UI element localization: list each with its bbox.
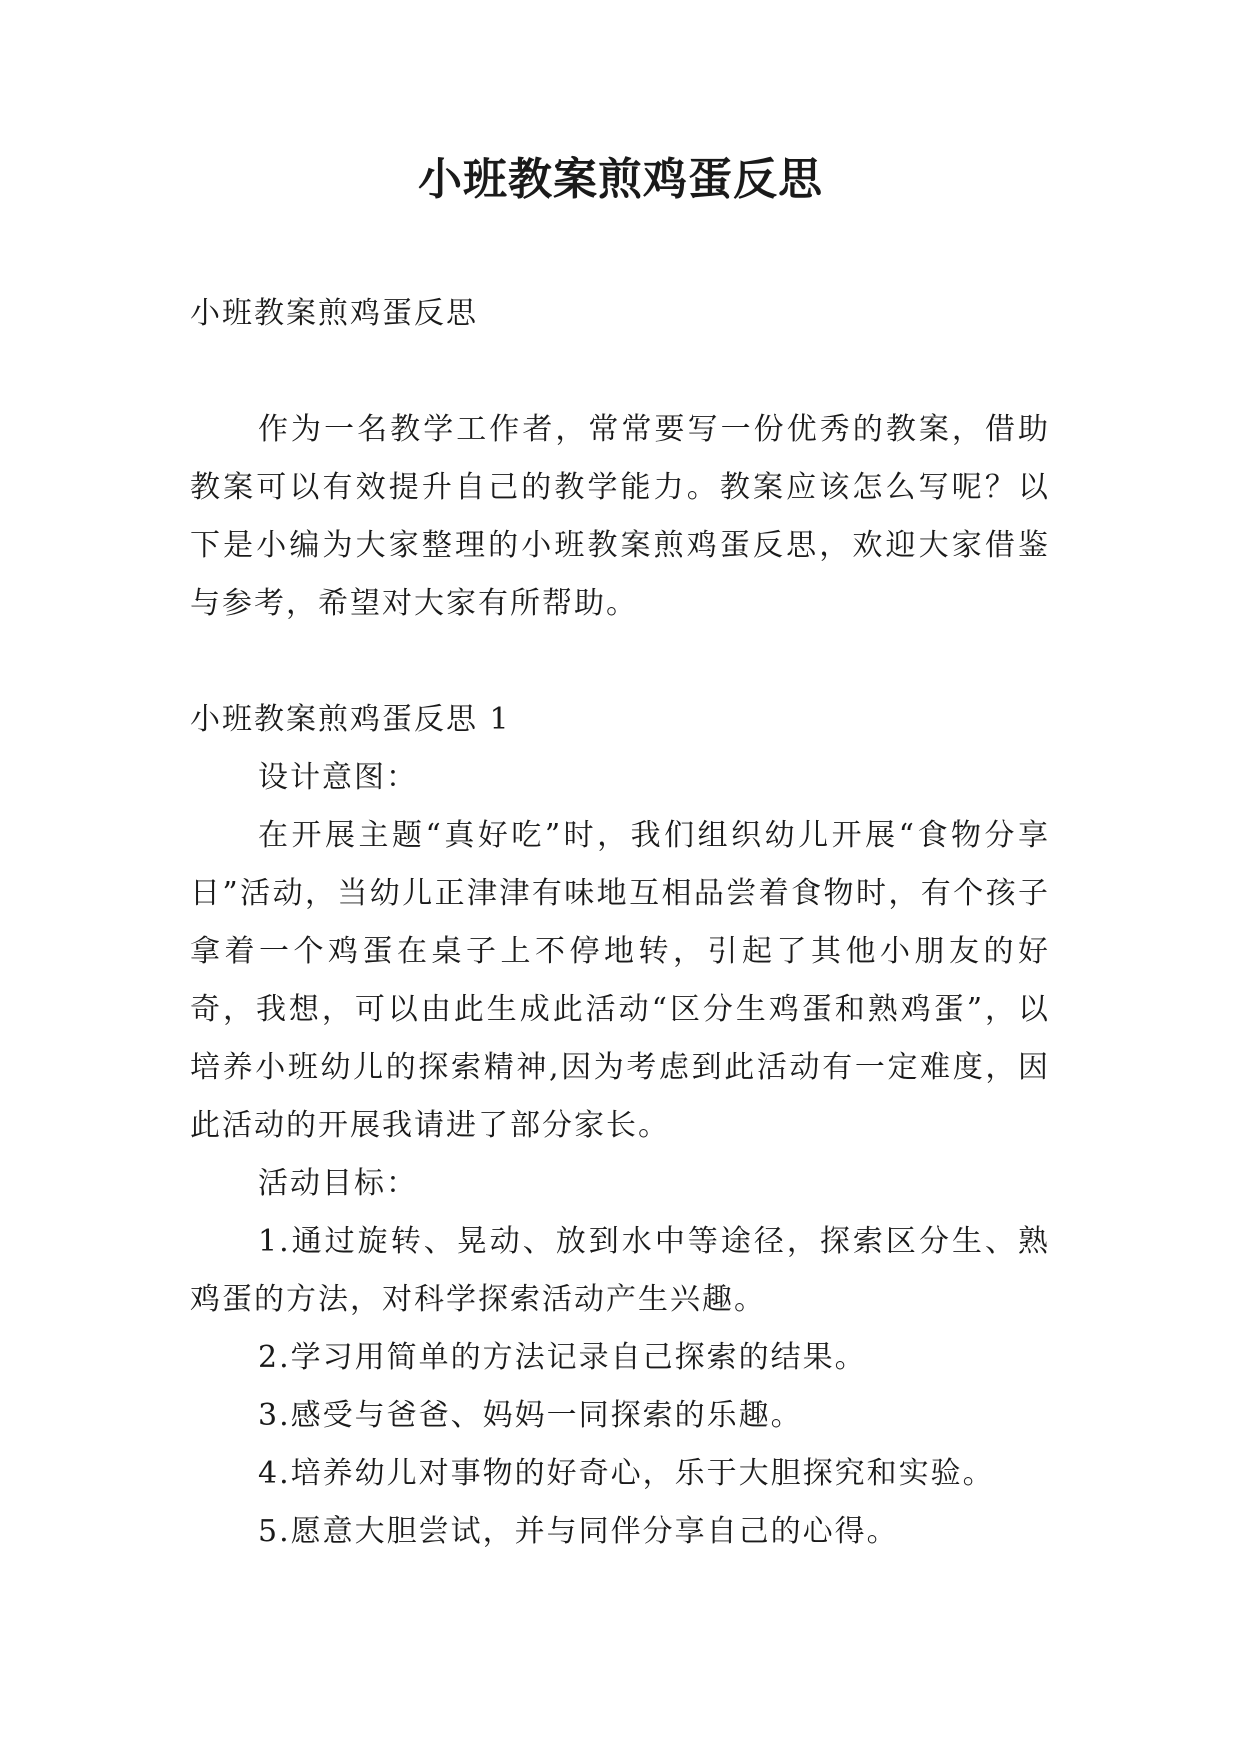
goal-item: 4.培养幼儿对事物的好奇心，乐于大胆探究和实验。: [258, 1456, 995, 1491]
goal-item: 5.愿意大胆尝试，并与同伴分享自己的心得。: [258, 1514, 899, 1549]
design-intent-label: 设计意图：: [258, 760, 418, 795]
design-intent-paragraph: 在开展主题“真好吃”时，我们组织幼儿开展“食物分享日”活动，当幼儿正津津有味地互相品尝着食物时，有个孩子拿着一个鸡蛋在桌子上不停地转，引起了其他小朋友的好奇，我想，可以由此生成此活动“区分生鸡蛋和熟鸡蛋”，以培养小班幼儿的探索精神,因为考虑到此活动有一定难度，因此活动的开展我请进了部分家长。: [190, 818, 1050, 1143]
section-heading: 小班教案煎鸡蛋反思 1: [190, 702, 511, 737]
intro-paragraph: 作为一名教学工作者，常常要写一份优秀的教案，借助教案可以有效提升自己的教学能力。教案应该怎么写呢？以下是小编为大家整理的小班教案煎鸡蛋反思，欢迎大家借鉴与参考，希望对大家有所帮助。: [190, 412, 1050, 621]
goals-label: 活动目标：: [258, 1166, 418, 1201]
document-title: 小班教案煎鸡蛋反思: [418, 154, 823, 205]
document-subtitle: 小班教案煎鸡蛋反思: [190, 296, 478, 331]
document-body: [190, 285, 1050, 1561]
goal-item: 2.学习用简单的方法记录自己探索的结果。: [258, 1340, 867, 1375]
goal-item: 1.通过旋转、晃动、放到水中等途径，探索区分生、熟鸡蛋的方法，对科学探索活动产生兴趣。: [190, 1224, 1050, 1317]
goal-item: 3.感受与爸爸、妈妈一同探索的乐趣。: [258, 1398, 803, 1433]
